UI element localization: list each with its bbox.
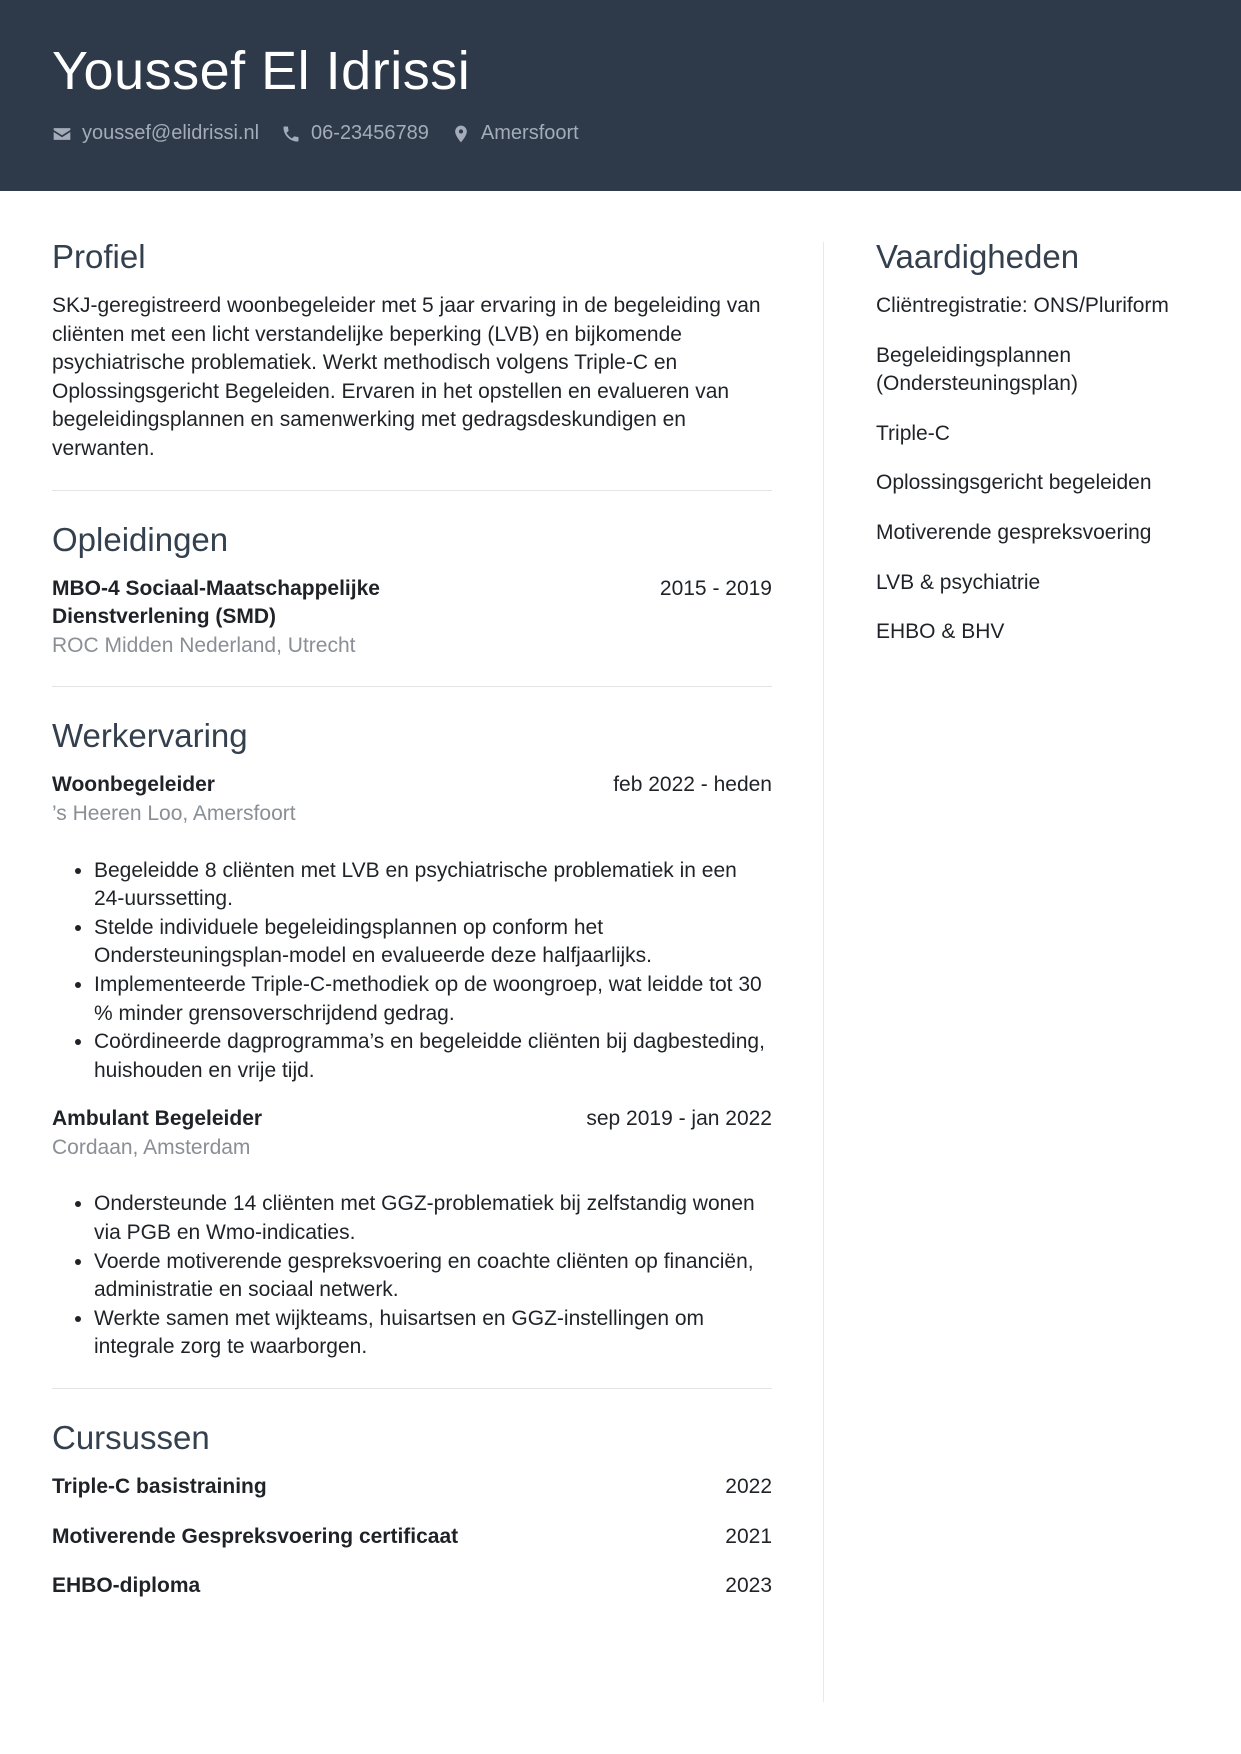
skill-item: Oplossingsgericht begeleiden bbox=[876, 471, 1152, 495]
job-role: Ambulant Begeleider bbox=[52, 1107, 263, 1131]
course-row bbox=[52, 1473, 772, 1502]
job-organization: Cordaan, Amsterdam bbox=[52, 1135, 251, 1159]
skill-item: LVB & psychiatrie bbox=[876, 570, 1041, 594]
location-pin-icon bbox=[451, 124, 471, 144]
course-name: Triple-C basistraining bbox=[52, 1475, 267, 1499]
course-year: 2022 bbox=[725, 1475, 772, 1499]
skill-item: Cliëntregistratie: ONS/Pluriform bbox=[876, 294, 1169, 317]
header-banner bbox=[0, 0, 1241, 191]
courses-section bbox=[52, 1419, 772, 1601]
job-entry bbox=[52, 771, 772, 1085]
envelope-icon bbox=[52, 124, 72, 144]
education-date: 2015 - 2019 bbox=[659, 576, 772, 600]
sidebar-column bbox=[876, 238, 1196, 668]
education-heading: Opleidingen bbox=[52, 520, 229, 558]
course-year: 2021 bbox=[725, 1524, 772, 1548]
job-bullets bbox=[52, 857, 772, 1086]
profile-section bbox=[52, 238, 772, 464]
job-entry bbox=[52, 1105, 772, 1362]
bullet-item: • Voerde motiverende gespreksvoering en coachte cliënten op financiën, administratie en sociaal netwerk. bbox=[94, 1248, 772, 1305]
job-date: sep 2019 - jan 2022 bbox=[586, 1107, 772, 1131]
skill-item: EHBO & BHV bbox=[876, 620, 1005, 644]
column-divider bbox=[823, 242, 824, 1702]
job-date: feb 2022 - heden bbox=[613, 773, 772, 797]
profile-heading: Profiel bbox=[52, 238, 146, 275]
course-name: Motiverende Gespreksvoering certificaat bbox=[52, 1524, 459, 1548]
skill-item: Triple-C bbox=[876, 421, 950, 445]
contact-phone-text[interactable]: 06-23456789 bbox=[311, 122, 429, 144]
contact-email-text[interactable]: youssef@elidrissi.nl bbox=[82, 122, 260, 144]
contact-location bbox=[451, 122, 579, 145]
main-column bbox=[52, 238, 772, 1622]
contact-row bbox=[52, 122, 601, 145]
profile-text: SKJ-geregistreerd woonbegeleider met 5 jaar ervaring in de begeleiding van cliënten met een licht verstandelijke beperking (LVB) en bijkomende psychiatrische problematiek. Werkt methodisch volgens Triple-C en Oplossingsgericht Begeleiden. Ervaren in het opstellen en evalueren van begeleidingsplannen en samenwerking met gedragsdeskundigen en verwanten. bbox=[52, 294, 761, 460]
bullet-item: • Ondersteunde 14 cliënten met GGZ-problematiek bij zelfstandig wonen via PGB en Wmo-indicaties. bbox=[94, 1190, 772, 1247]
job-organization: ’s Heeren Loo, Amersfoort bbox=[52, 801, 296, 825]
skills-heading: Vaardigheden bbox=[876, 238, 1080, 275]
education-school: ROC Midden Nederland, Utrecht bbox=[52, 633, 356, 657]
bullet-item: • Begeleidde 8 cliënten met LVB en psychiatrische problematiek in een 24-uurssetting. bbox=[94, 857, 772, 914]
section-divider bbox=[52, 686, 772, 687]
skills-list bbox=[876, 292, 1196, 647]
bullet-item: • Stelde individuele begeleidingsplannen op conform het Ondersteuningsplan-model en evalueerde deze halfjaarlijks. bbox=[94, 914, 772, 971]
job-bullets bbox=[52, 1190, 772, 1362]
education-degree: MBO-4 Sociaal-Maatschappelijke Dienstverlening (SMD) bbox=[52, 576, 380, 629]
experience-section bbox=[52, 717, 772, 1362]
skill-item: Motiverende gespreksvoering bbox=[876, 520, 1152, 544]
job-role: Woonbegeleider bbox=[52, 773, 215, 797]
experience-heading: Werkervaring bbox=[52, 717, 248, 755]
skill-item: Begeleidingsplannen (Ondersteuningsplan) bbox=[876, 343, 1078, 396]
bullet-item: • Implementeerde Triple-C-methodiek op de woongroep, wat leidde tot 30 % minder grensoverschrijdend gedrag. bbox=[94, 971, 772, 1028]
contact-email bbox=[52, 122, 259, 145]
courses-heading: Cursussen bbox=[52, 1419, 210, 1457]
course-year: 2023 bbox=[725, 1574, 772, 1598]
education-entry bbox=[52, 575, 772, 661]
section-divider bbox=[52, 490, 772, 491]
course-row bbox=[52, 1572, 772, 1601]
section-divider bbox=[52, 1388, 772, 1389]
course-row bbox=[52, 1523, 772, 1552]
contact-location-text: Amersfoort bbox=[480, 122, 579, 144]
course-name: EHBO-diploma bbox=[52, 1574, 201, 1598]
candidate-name: Youssef El Idrissi bbox=[52, 41, 471, 101]
contact-phone bbox=[281, 122, 429, 145]
bullet-item: • Werkte samen met wijkteams, huisartsen en GGZ-instellingen om integrale zorg te waarborgen. bbox=[94, 1305, 772, 1362]
education-section bbox=[52, 521, 772, 661]
bullet-item: • Coördineerde dagprogramma’s en begeleidde cliënten bij dagbesteding, huishouden en vrije tijd. bbox=[94, 1028, 772, 1085]
phone-icon bbox=[281, 124, 301, 144]
